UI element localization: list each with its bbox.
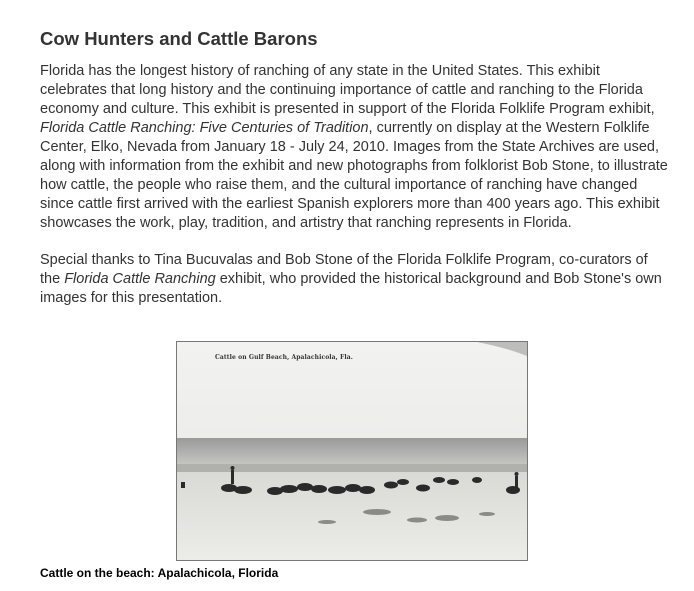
- thanks-text-end: exhibit, who provided the historical background and Bob Stone's own images for this presentation.: [40, 271, 662, 306]
- intro-text-start: Florida has the longest history of ranching of any state in the United States. This exhibit celebrates that long history and the continuing importance of cattle and ranching to the Florida economy and culture. This exhibit is presented in support of the Florida Folklife Program exhibit,: [40, 63, 655, 117]
- article-content: [40, 26, 670, 326]
- exhibit-name-italic: Florida Cattle Ranching: [64, 271, 216, 287]
- intro-text-end: , currently on display at the Western Folklife Center, Elko, Nevada from January 18 - July 24, 2010. Images from the State Archives are used, along with information from the exhibit and new photographs from folklorist Bob Stone, to illustrate how cattle, the people who raise them, and the cultural importance of ranching have changed since cattle first arrived with the earliest Spanish explorers more than 400 years ago. This exhibit showcases the work, play, tradition, and artistry that ranching represents in Florida.: [40, 120, 668, 231]
- figure-caption: Cattle on the beach: Apalachicola, Florida: [40, 566, 279, 580]
- cattle-beach-photo: [176, 341, 528, 561]
- thanks-text-start: Special thanks to Tina Bucuvalas and Bob Stone of the Florida Folklife Program, co-curators of the: [40, 252, 648, 287]
- intro-paragraph: [40, 62, 670, 233]
- photo-illustration: [177, 342, 527, 560]
- thanks-paragraph: [40, 251, 670, 308]
- photo-inscription: Cattle on Gulf Beach, Apalachicola, Fla.: [215, 354, 353, 361]
- page-title: Cow Hunters and Cattle Barons: [40, 28, 318, 49]
- exhibit-title-italic: Florida Cattle Ranching: Five Centuries of Tradition: [40, 120, 369, 136]
